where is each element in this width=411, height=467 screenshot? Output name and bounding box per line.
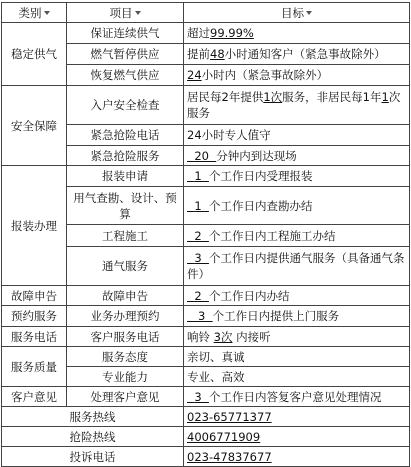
target-text: 内接听 — [232, 329, 271, 344]
hotline-row — [2, 447, 410, 467]
table-row — [2, 387, 410, 407]
target-text: 小时内（紧急事故除外） — [201, 68, 329, 82]
hotline-row — [2, 427, 410, 447]
target-text: 个工作日内答复客户意见处理情况 — [208, 389, 382, 404]
target-text: 服务，非居民每1年 — [282, 90, 382, 104]
target-text: 分钟内到达现场 — [216, 148, 297, 163]
item-cell: 紧急抢险服务 — [67, 146, 184, 166]
target-text: 超过 — [187, 26, 210, 40]
target-cell — [184, 387, 410, 407]
table-row — [2, 286, 410, 306]
category-cell: 稳定供气 — [2, 23, 67, 86]
item-cell: 入户安全检查 — [67, 86, 184, 125]
target-underlined-value: 2 — [187, 228, 209, 243]
target-underlined-value: 48 — [210, 47, 225, 61]
target-cell — [184, 327, 410, 347]
hotline-number[interactable] — [184, 427, 410, 447]
hotline-number-text: 023-65771377 — [187, 409, 272, 424]
hotline-number-text: 023-47837677 — [187, 449, 272, 464]
target-text: 亲切、真诚 — [187, 349, 245, 364]
item-cell: 故障申告 — [67, 286, 184, 306]
category-cell: 客户意见 — [2, 387, 67, 407]
hotline-label: 抢险热线 — [2, 427, 184, 447]
table-row — [2, 347, 410, 367]
item-cell: 用气查勘、设计、预算 — [67, 187, 184, 225]
target-underlined-value: 20 — [187, 148, 217, 163]
target-underlined-value: 3 — [187, 251, 209, 265]
item-cell: 通气服务 — [67, 247, 184, 286]
target-text: 专业、高效 — [187, 369, 245, 384]
filter-dropdown-icon[interactable] — [44, 11, 50, 15]
target-text: 个工作日内办结 — [208, 288, 290, 303]
target-cell — [184, 347, 410, 367]
hotline-number[interactable] — [184, 407, 410, 427]
target-text: 居民每2年提供 — [187, 90, 264, 104]
filter-dropdown-icon[interactable] — [135, 11, 141, 15]
target-cell — [184, 65, 410, 86]
item-cell: 服务态度 — [67, 347, 184, 367]
header-row — [2, 3, 410, 23]
item-cell: 保证连续供气 — [67, 23, 184, 44]
header-category-label: 类别 — [18, 5, 42, 20]
item-cell: 业务办理预约 — [67, 306, 184, 327]
target-underlined-value: 2 — [187, 288, 209, 303]
table-row — [2, 306, 410, 327]
target-cell — [184, 86, 410, 125]
service-commitment-table — [1, 2, 410, 467]
header-target-cell[interactable] — [184, 3, 410, 23]
category-cell: 安全保障 — [2, 86, 67, 166]
item-cell: 专业能力 — [67, 367, 184, 387]
item-cell: 燃气暂停供应 — [67, 44, 184, 65]
target-cell — [184, 166, 410, 187]
target-underlined-value: 3 — [187, 389, 209, 404]
target-text: 小时通知客户（紧急事故除外） — [224, 47, 386, 61]
target-cell — [184, 367, 410, 387]
target-cell — [184, 306, 410, 327]
target-cell — [184, 146, 410, 166]
item-cell: 紧急抢险电话 — [67, 125, 184, 146]
target-text: 24小时专人值守 — [187, 128, 271, 142]
target-underlined-value: 1 — [187, 198, 209, 213]
hotline-label: 投诉电话 — [2, 447, 184, 467]
header-target-label: 目标 — [281, 5, 304, 20]
target-cell — [184, 286, 410, 306]
target-cell — [184, 225, 410, 247]
target-text: 提前 — [187, 47, 210, 61]
item-cell: 客户服务电话 — [67, 327, 184, 347]
category-cell: 故障申告 — [2, 286, 67, 306]
target-text: 个工作日内受理报装 — [208, 169, 313, 183]
target-underlined-value: 99.99% — [210, 26, 254, 40]
table-row — [2, 23, 410, 44]
target-text: 个工作日内提供上门服务 — [212, 309, 340, 323]
header-category-cell[interactable] — [2, 3, 67, 23]
table-row — [2, 327, 410, 347]
item-cell: 报装申请 — [67, 166, 184, 187]
target-underlined-value: 3 — [187, 309, 213, 323]
category-cell: 服务电话 — [2, 327, 67, 347]
target-cell — [184, 187, 410, 225]
item-cell: 工程施工 — [67, 225, 184, 247]
table-row — [2, 166, 410, 187]
hotline-label: 服务热线 — [2, 407, 184, 427]
category-cell: 服务质量 — [2, 347, 67, 387]
target-text: 个工作日内查勘办结 — [208, 198, 313, 213]
hotline-number[interactable] — [184, 447, 410, 467]
category-cell: 预约服务 — [2, 306, 67, 327]
target-cell — [184, 247, 410, 286]
hotline-number-text: 4006771909 — [187, 429, 261, 444]
target-cell — [184, 125, 410, 146]
target-underlined-value: 1 — [381, 90, 389, 104]
table-row — [2, 86, 410, 125]
header-item-label: 项目 — [109, 5, 133, 20]
filter-dropdown-icon[interactable] — [306, 11, 312, 15]
target-underlined-value: 1次 — [263, 90, 283, 104]
target-cell — [184, 44, 410, 65]
target-cell — [184, 23, 410, 44]
target-text: 响铃 — [187, 329, 214, 344]
header-item-cell[interactable] — [67, 3, 184, 23]
target-underlined-value: 24 — [187, 68, 202, 82]
item-cell: 恢复燃气供应 — [67, 65, 184, 86]
target-text: 次服务 — [187, 90, 401, 120]
target-underlined-value: 3次 — [213, 329, 233, 344]
hotline-row — [2, 407, 410, 427]
item-cell: 处理客户意见 — [67, 387, 184, 407]
target-text: 个工作日内工程施工办结 — [208, 228, 336, 243]
target-text: 个工作日内提供通气服务（具备通气条件） — [187, 251, 405, 281]
category-cell: 报装办理 — [2, 166, 67, 286]
target-underlined-value: 1 — [187, 169, 209, 183]
